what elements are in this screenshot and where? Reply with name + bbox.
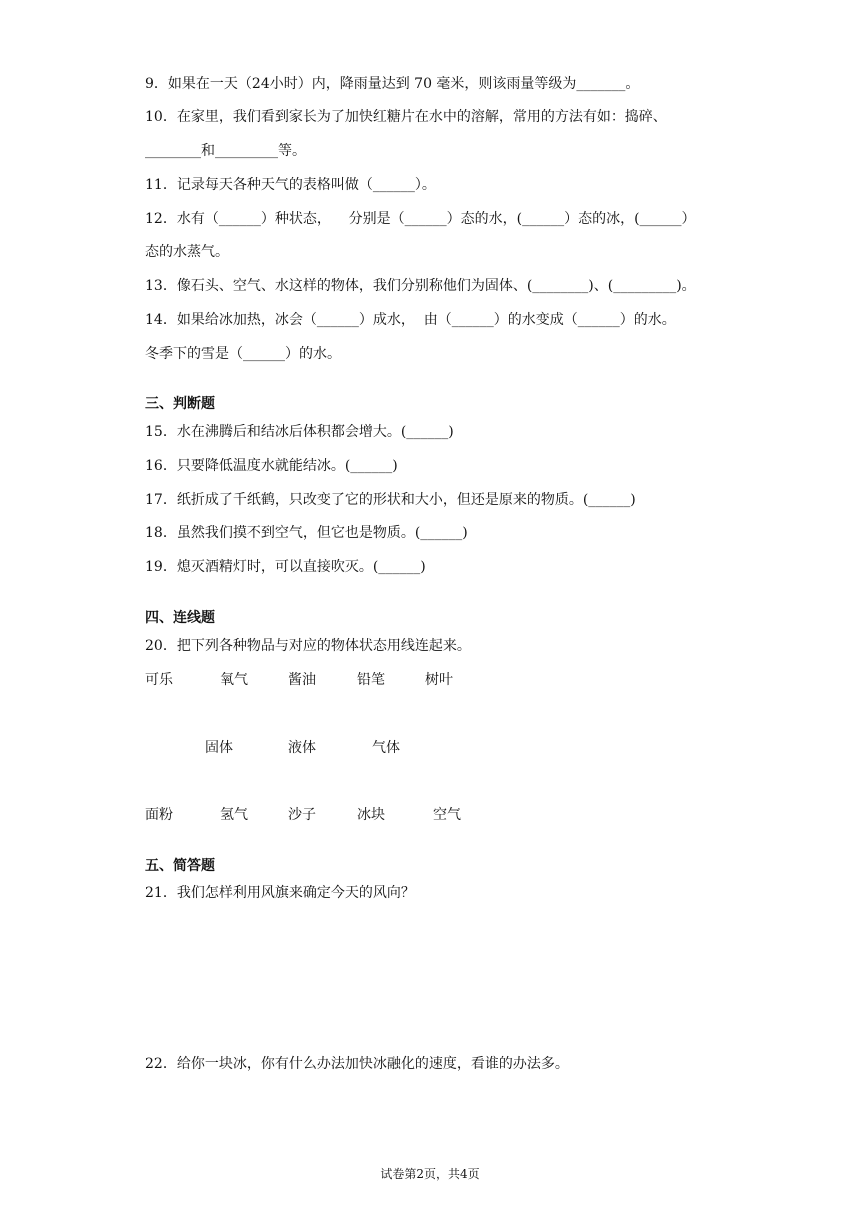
match-top-item: 铅笔 <box>357 672 385 688</box>
q21: 21．我们怎样利用风旗来确定今天的风向？ <box>145 885 415 901</box>
q16: 16．只要降低温度水就能结冰。(______) <box>145 458 398 474</box>
q20: 20．把下列各种物品与对应的物体状态用线连起来。 <box>145 638 471 654</box>
q15: 15．水在沸腾后和结冰后体积都会增大。(______) <box>145 424 454 440</box>
match-top-item: 酱油 <box>288 672 316 688</box>
q14-line2: 冬季下的雪是（______）的水。 <box>145 346 341 362</box>
match-top-item: 氧气 <box>220 672 248 688</box>
q22: 22．给你一块冰，你有什么办法加快冰融化的速度，看谁的办法多。 <box>145 1056 569 1072</box>
q14-line1: 14．如果给冰加热，冰会（______）成水， 由（______）的水变成（______）的水。 <box>145 312 676 328</box>
q12-line2: 态的水蒸气。 <box>145 244 229 260</box>
match-bottom-item: 面粉 <box>145 807 173 823</box>
q10-line1: 10．在家里，我们看到家长为了加快红糖片在水中的溶解，常用的方法有如：捣碎、 <box>145 109 667 125</box>
q13: 13．像石头、空气、水这样的物体，我们分别称他们为固体、(________)、(_________)。 <box>145 278 696 294</box>
match-state: 液体 <box>288 740 316 756</box>
match-state: 固体 <box>205 740 233 756</box>
q19: 19．熄灭酒精灯时，可以直接吹灭。(______) <box>145 559 426 575</box>
match-top-item: 可乐 <box>145 672 173 688</box>
q11: 11．记录每天各种天气的表格叫做（______）。 <box>145 177 436 193</box>
q9: 9．如果在一天（24小时）内，降雨量达到 70 毫米，则该雨量等级为_______。 <box>145 76 640 92</box>
q12-line1: 12．水有（______）种状态， 分别是（______）态的水，(______）态的冰，(______） <box>145 211 696 227</box>
match-bottom-item: 氢气 <box>220 807 248 823</box>
match-state: 气体 <box>372 740 400 756</box>
match-top-item: 树叶 <box>425 672 453 688</box>
match-bottom-item: 空气 <box>433 807 461 823</box>
match-bottom-item: 沙子 <box>288 807 316 823</box>
q18: 18．虽然我们摸不到空气，但它也是物质。(______) <box>145 525 468 541</box>
q17: 17．纸折成了千纸鹤，只改变了它的形状和大小，但还是原来的物质。(______) <box>145 492 636 508</box>
section3-title: 三、判断题 <box>145 396 215 412</box>
section5-title: 五、简答题 <box>145 858 215 874</box>
q10-line2: ________和_________等。 <box>145 143 306 159</box>
page-footer: 试卷第2页，共4页 <box>380 1167 480 1181</box>
match-bottom-item: 冰块 <box>357 807 385 823</box>
section4-title: 四、连线题 <box>145 610 215 626</box>
